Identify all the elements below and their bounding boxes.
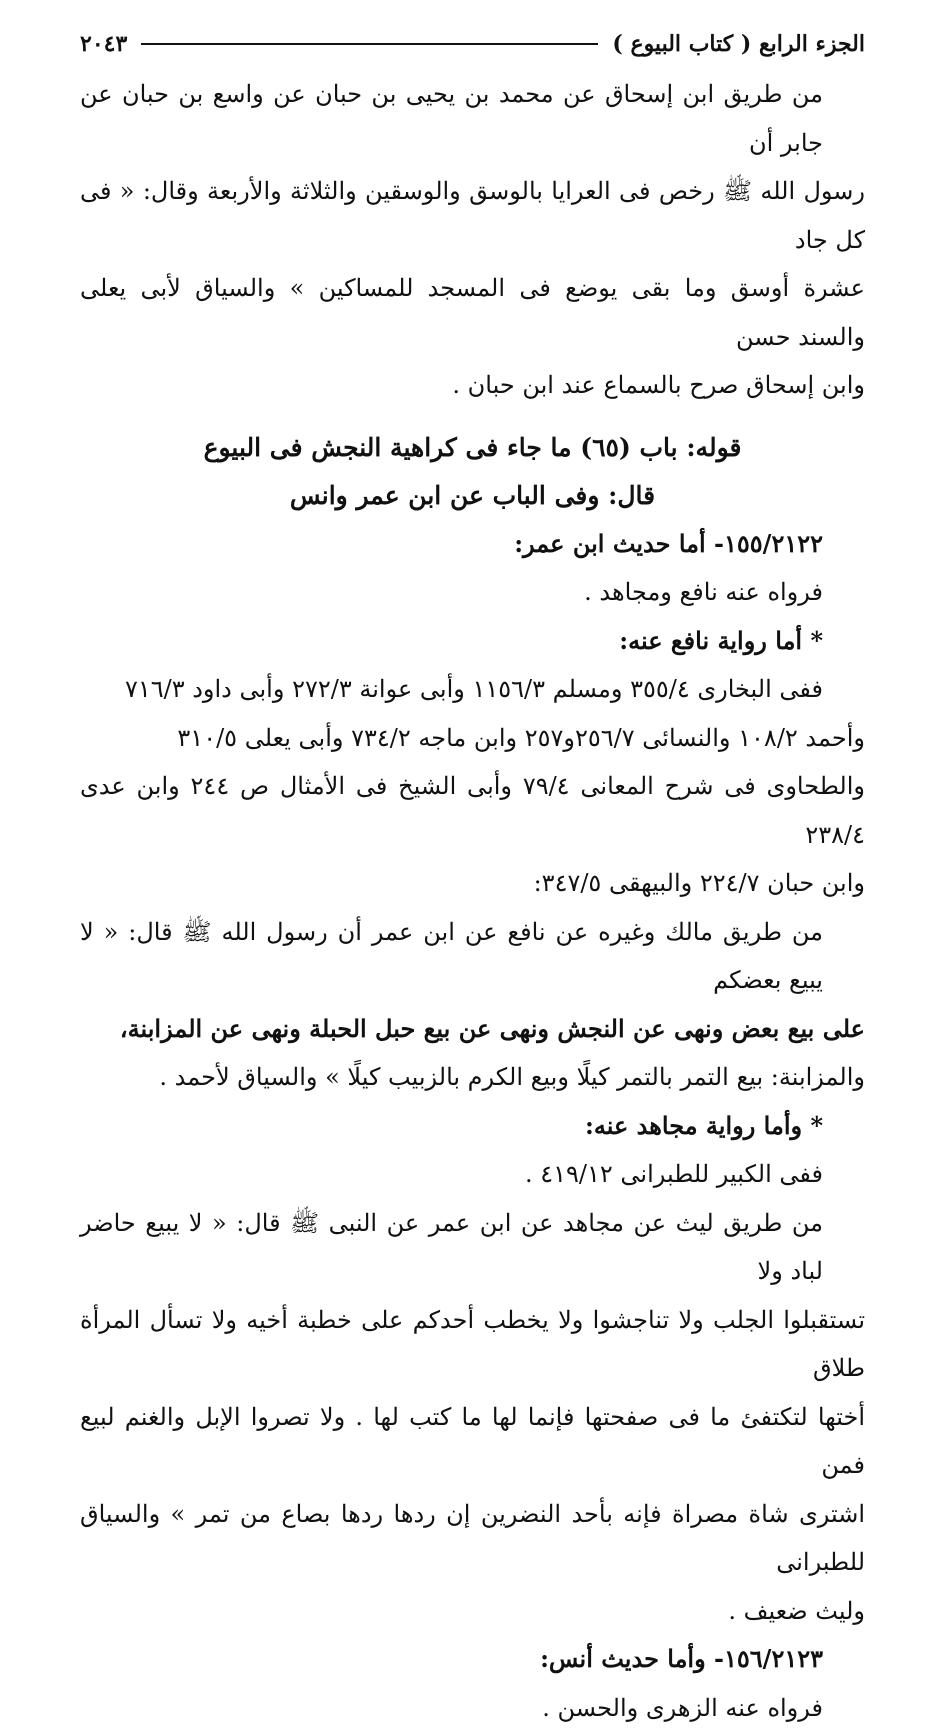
text-line: والمزابنة: بيع التمر بالتمر كيلًا وبيع الكرم بالزبيب كيلًا » والسياق لأحمد .: [80, 1053, 865, 1102]
text-line: رسول الله ﷺ رخص فى العرايا بالوسق والوسقين والثلاثة والأربعة وقال: « فى كل جاد: [80, 167, 865, 264]
text-line: على بيع بعض ونهى عن النجش ونهى عن بيع حبل الحبلة ونهى عن المزابنة،: [80, 1005, 865, 1054]
header-title: الجزء الرابع ( كتاب البيوع ): [612, 31, 865, 57]
sub-heading: * وأما رواية مجاهد عنه:: [80, 1102, 865, 1151]
text-line: ففى الكبير للطبرانى ٤١٩/١٢ .: [80, 1150, 865, 1199]
text-line: فرواه عنه الزهرى والحسن .: [80, 1684, 865, 1732]
paragraph-layth: [80, 1199, 865, 1636]
text-line: فرواه عنه نافع ومجاهد .: [80, 568, 865, 617]
hadith-heading: ١٥٦/٢١٢٣- وأما حديث أنس:: [80, 1635, 865, 1684]
text-line: والطحاوى فى شرح المعانى ٧٩/٤ وأبى الشيخ فى الأمثال ص ٢٤٤ وابن عدى ٢٣٨/٤: [80, 762, 865, 859]
sub-heading: * أما رواية نافع عنه:: [80, 617, 865, 666]
chapter-title: قوله: باب (٦٥) ما جاء فى كراهية النجش فى البيوع: [80, 424, 865, 472]
running-header: [80, 24, 865, 64]
paragraph-sources: [80, 665, 865, 908]
text-line: وليث ضعيف .: [80, 1587, 865, 1636]
paragraph-malik: [80, 908, 865, 1102]
text-line: وأحمد ١٠٨/٢ والنسائى ٢٥٦/٧و٢٥٧ وابن ماجه ٧٣٤/٢ وأبى يعلى ٣١٠/٥: [80, 714, 865, 763]
paragraph-1: [80, 70, 865, 410]
text-line: وابن إسحاق صرح بالسماع عند ابن حبان .: [80, 361, 865, 410]
header-rule: [141, 43, 598, 45]
text-line: من طريق ليث عن مجاهد عن ابن عمر عن النبى ﷺ قال: « لا يبيع حاضر لباد ولا: [80, 1199, 865, 1296]
text-line: اشترى شاة مصراة فإنه بأحد النضرين إن ردها ردها بصاع من تمر » والسياق للطبرانى: [80, 1490, 865, 1587]
chapter-subtitle: قال: وفى الباب عن ابن عمر وانس: [80, 472, 865, 520]
text-line: أختها لتكتفئ ما فى صفحتها فإنما لها ما كتب لها . ولا تصروا الإبل والغنم لبيع فمن: [80, 1393, 865, 1490]
text-line: عشرة أوسق وما بقى يوضع فى المسجد للمساكين » والسياق لأبى يعلى والسند حسن: [80, 264, 865, 361]
text-line: وابن حبان ٢٢٤/٧ والبيهقى ٣٤٧/٥:: [80, 859, 865, 908]
text-line: من طريق مالك وغيره عن نافع عن ابن عمر أن رسول الله ﷺ قال: « لا يبيع بعضكم: [80, 908, 865, 1005]
hadith-heading: ١٥٥/٢١٢٢- أما حديث ابن عمر:: [80, 520, 865, 569]
text-line: ففى البخارى ٣٥٥/٤ ومسلم ١١٥٦/٣ وأبى عوانة ٢٧٢/٣ وأبى داود ٧١٦/٣: [80, 665, 865, 714]
text-line: من طريق ابن إسحاق عن محمد بن يحيى بن حبان عن واسع بن حبان عن جابر أن: [80, 70, 865, 167]
page-number: ٢٠٤٣: [80, 31, 127, 57]
text-line: تستقبلوا الجلب ولا تناجشوا ولا يخطب أحدكم على خطبة أخيه ولا تسأل المرأة طلاق: [80, 1296, 865, 1393]
